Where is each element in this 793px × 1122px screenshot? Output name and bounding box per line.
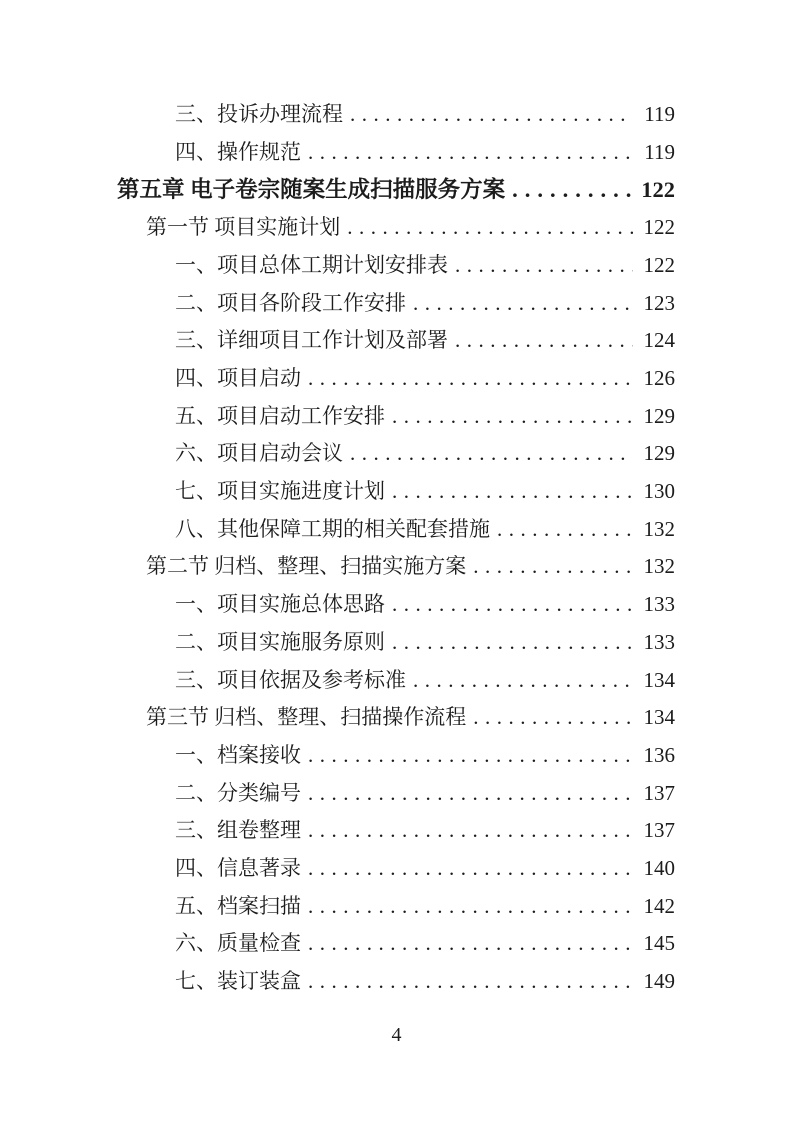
toc-leader-dots [308,925,633,963]
toc-entry[interactable] [117,624,675,662]
toc-leader-dots [455,247,633,285]
toc-entry[interactable] [117,775,675,813]
toc-entry[interactable] [117,285,675,323]
toc-leader-dots [413,662,633,700]
toc-leader-dots [473,548,633,586]
toc-entry-page: 129 [643,403,675,428]
toc-entry[interactable] [117,662,675,700]
toc-leader-dots [308,850,633,888]
toc-entry[interactable] [117,247,675,285]
toc-entry[interactable] [117,737,675,775]
toc-leader-dots [497,511,633,549]
toc-leader-dots [308,888,633,926]
toc-leader-dots [308,737,633,775]
toc-entry-page: 136 [643,742,675,767]
toc-entry-page: 133 [643,592,675,617]
toc-entry-label: 一、项目总体工期计划安排表 [175,252,448,277]
toc-entry-label: 四、项目启动 [175,365,301,390]
toc-entry-page: 124 [643,328,675,353]
toc-entry[interactable] [117,812,675,850]
toc-entry[interactable] [117,134,675,172]
toc-entry-page: 126 [643,365,675,390]
toc-leader-dots [473,699,633,737]
toc-leader-dots [392,398,633,436]
toc-entry-page: 137 [643,818,675,843]
toc-entry[interactable] [117,925,675,963]
toc-entry-label: 二、项目实施服务原则 [175,629,385,654]
toc-entry-page: 140 [643,856,675,881]
toc-entry-label: 第二节 归档、整理、扫描实施方案 [146,554,467,579]
toc-entry-label: 二、分类编号 [175,780,301,805]
toc-leader-dots [308,360,633,398]
toc-entry[interactable] [117,322,675,360]
toc-entry-label: 三、详细项目工作计划及部署 [175,328,448,353]
toc-leader-dots [392,473,633,511]
toc-entry-label: 五、项目启动工作安排 [175,403,385,428]
toc-entry-label: 一、档案接收 [175,742,301,767]
toc-leader-dots [413,285,633,323]
toc-leader-dots [308,775,633,813]
toc-entry[interactable] [117,963,675,1001]
toc-entry-page: 134 [643,667,675,692]
toc-leader-dots [350,96,633,134]
toc-entry-page: 123 [643,290,675,315]
toc-entry-label: 第三节 归档、整理、扫描操作流程 [146,705,467,730]
toc-entry-label: 第一节 项目实施计划 [146,215,341,240]
page-footer [0,1022,793,1048]
toc-leader-dots [347,209,633,247]
toc-entry-label: 二、项目各阶段工作安排 [175,290,406,315]
toc-entry[interactable] [117,209,675,247]
toc-entry[interactable] [117,850,675,888]
toc-entry-label: 六、项目启动会议 [175,441,343,466]
toc-leader-dots [350,435,633,473]
toc-leader-dots [455,322,633,360]
toc-entry-label: 第五章 电子卷宗随案生成扫描服务方案 [117,177,506,203]
toc-leader-dots [308,134,633,172]
toc-entry-page: 149 [643,969,675,994]
toc-leader-dots [308,812,633,850]
toc-entry-label: 三、投诉办理流程 [175,102,343,126]
toc-entry-page: 122 [643,252,675,277]
toc-entry-page: 122 [641,177,675,203]
toc-entry[interactable] [117,586,675,624]
toc-leader-dots [392,586,633,624]
toc-entry-page: 119 [644,102,675,126]
toc-entry-label: 三、项目依据及参考标准 [175,667,406,692]
toc-entry-page: 122 [643,215,675,240]
toc-entry[interactable] [117,473,675,511]
toc-entry-page: 132 [643,516,675,541]
toc-entry[interactable] [117,171,675,209]
toc-entry[interactable] [117,360,675,398]
toc-entry-page: 137 [643,780,675,805]
toc-entry[interactable] [117,435,675,473]
toc-entry[interactable] [117,511,675,549]
table-of-contents [117,96,675,1001]
toc-entry-label: 八、其他保障工期的相关配套措施 [175,516,490,541]
toc-entry-label: 七、项目实施进度计划 [175,479,385,504]
toc-entry-label: 四、信息著录 [175,856,301,881]
toc-entry-page: 142 [643,893,675,918]
toc-entry[interactable] [117,398,675,436]
toc-entry-label: 六、质量检查 [175,931,301,956]
toc-leader-dots [308,963,633,1001]
toc-entry-page: 129 [643,441,675,466]
toc-entry-label: 五、档案扫描 [175,893,301,918]
toc-entry-page: 134 [643,705,675,730]
toc-entry-page: 130 [643,479,675,504]
toc-entry[interactable] [117,96,675,134]
toc-entry-label: 四、操作规范 [175,139,301,164]
toc-entry[interactable] [117,888,675,926]
toc-entry-label: 三、组卷整理 [175,818,301,843]
page-number: 4 [391,1024,402,1046]
toc-entry-page: 119 [644,139,675,164]
toc-entry-page: 133 [643,629,675,654]
toc-entry-label: 七、装订装盒 [175,969,301,994]
toc-leader-dots [512,171,633,209]
toc-entry[interactable] [117,548,675,586]
toc-entry-page: 145 [643,931,675,956]
toc-leader-dots [392,624,633,662]
toc-entry-page: 132 [643,554,675,579]
toc-entry[interactable] [117,699,675,737]
toc-entry-label: 一、项目实施总体思路 [175,592,385,617]
